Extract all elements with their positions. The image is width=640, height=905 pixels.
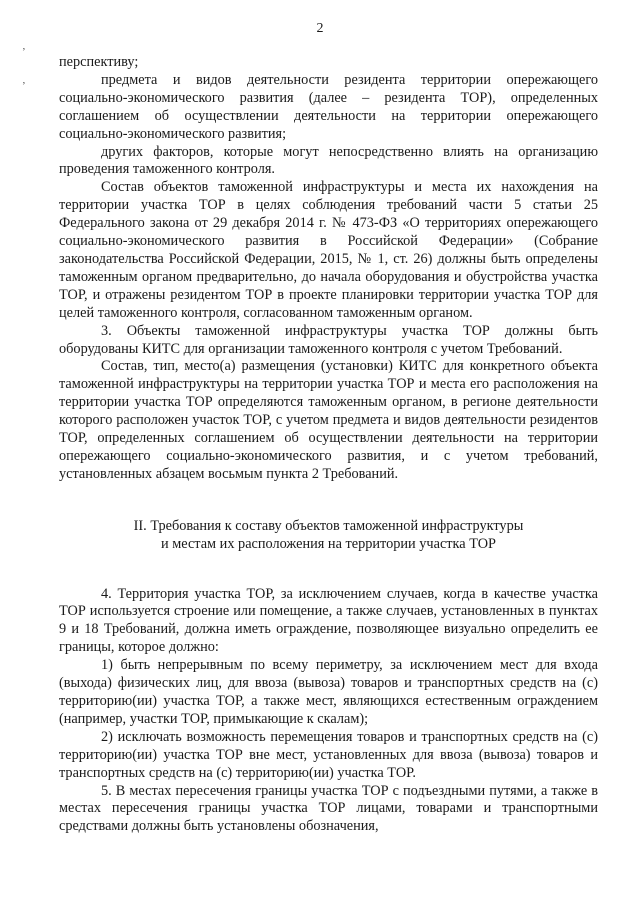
section-heading — [59, 518, 598, 554]
paragraph: Состав объектов таможенной инфраструктуры и места их нахождения на территории участка ТОР в целях соблюдения требований части 5 статьи 25 Федерального закона от 29 декабря 2014 г. № 473-ФЗ «О территориях опережающего социально-экономического развития в Российской Федерации» (Собрание законодательства Российской Федерации, 2015, № 1, ст. 26) должны быть определены таможенным органом предварительно, до начала оборудования и обустройства участка ТОР, и отражены резидентом ТОР в проекте планировки территории участка ТОР для целей таможенного контроля, согласованном таможенным органом. — [59, 179, 598, 321]
document-body — [59, 54, 598, 836]
paragraph: Состав, тип, место(а) размещения (установки) КИТС для конкретного объекта таможенной инфраструктуры на территории участка ТОР и места его расположения на территории участка ТОР определяются таможенным органом, в регионе деятельности которого расположен участок ТОР, с учетом предмета и видов деятельности резидентов ТОР, определенных соглашением об осуществлении деятельности на территории опережающего социально-экономического развития, и с учетом требований, установленных абзацем восьмым пункта 2 Требований. — [59, 358, 598, 482]
paragraph: 5. В местах пересечения границы участка ТОР с подъездными путями, а также в местах пересечения границы участка ТОР лицами, товарами и транспортными средствами должны быть установлены обозначения, — [59, 782, 598, 835]
paragraph: предмета и видов деятельности резидента территории опережающего социально-экономического развития (далее – резидента ТОР), определенных соглашением об осуществлении деятельности на территории опережающего социально-экономического развития; — [59, 71, 598, 142]
section-heading-line: и местам их расположения на территории участка ТОР — [160, 535, 497, 552]
paragraph: перспективу; — [59, 54, 139, 70]
section-heading-line: II. Требования к составу объектов таможенной инфраструктуры — [133, 517, 524, 534]
paragraph: 1) быть непрерывным по всему периметру, за исключением мест для входа (выхода) физических лиц, для ввоза (вывоза) товаров и транспортных средств на (с) территорию(ии) участка ТОР, а также мест, являющихся естественным ограждением (например, участки ТОР, примыкающие к скалам); — [59, 657, 598, 727]
margin-mark: ‚ — [22, 74, 26, 86]
paragraph: 3. Объекты таможенной инфраструктуры участка ТОР должны быть оборудованы КИТС для организации таможенного контроля с учетом Требований. — [59, 322, 598, 357]
paragraph: других факторов, которые могут непосредственно влиять на организацию проведения таможенного контроля. — [59, 143, 598, 178]
margin-mark: ‚ — [22, 40, 26, 52]
paragraph: 4. Территория участка ТОР, за исключением случаев, когда в качестве участка ТОР используется строение или помещение, а также случаев, установленных в пунктах 9 и 18 Требований, должна иметь ограждение, позволяющее визуально определить ее границы, которое должно: — [59, 585, 598, 656]
paragraph: 2) исключать возможность перемещения товаров и транспортных средств на (с) территорию(ии) участка ТОР вне мест, установленных для ввоза (вывоза) товаров и транспортных средств на (с) территорию(ии) участка ТОР. — [59, 728, 598, 781]
page-number: 2 — [316, 21, 324, 36]
